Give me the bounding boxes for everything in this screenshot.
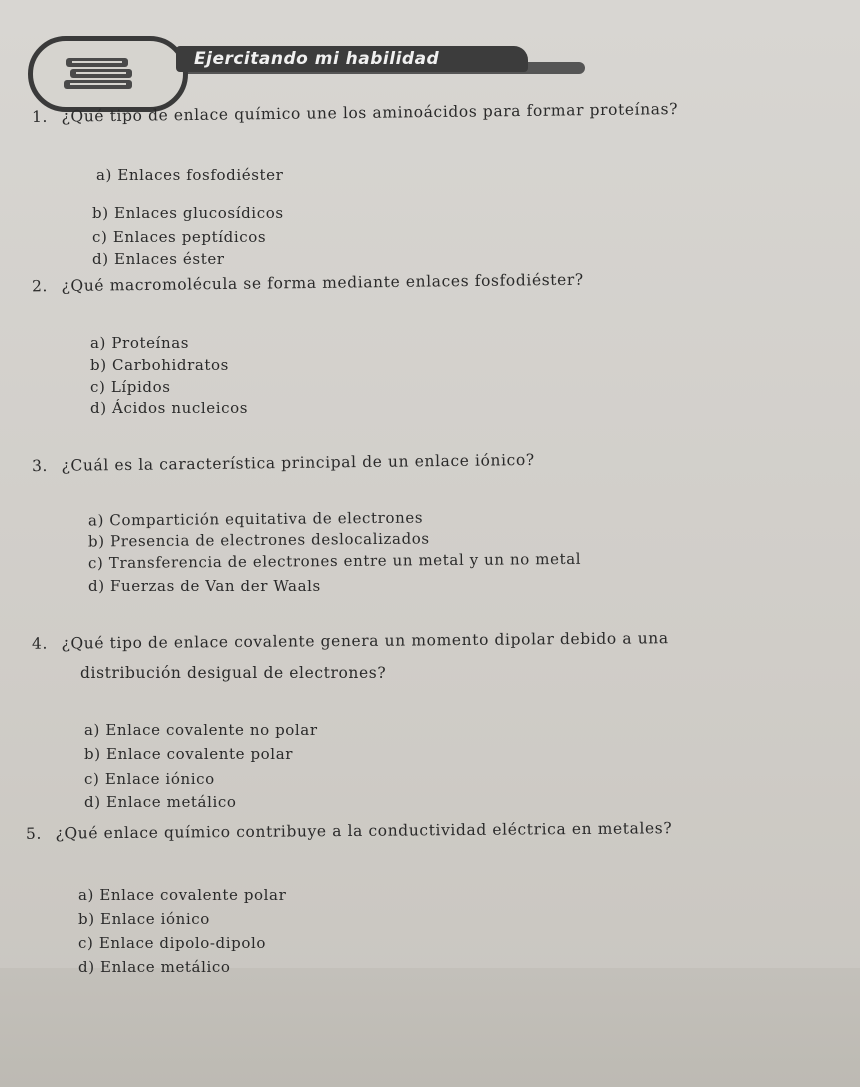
option: d) Enlace metálico [84, 793, 237, 811]
question-number: 2. [31, 277, 49, 296]
paper-edge [0, 968, 860, 1087]
question-2 [32, 271, 584, 296]
question-5 [26, 819, 672, 843]
question-4 [32, 629, 669, 653]
question-text: ¿Qué enlace químico contribuye a la conductividad eléctrica en metales? [55, 819, 673, 843]
question-number: 4. [31, 634, 49, 653]
option: b) Carbohidratos [90, 356, 229, 374]
option: d) Enlace metálico [78, 958, 231, 976]
option: c) Lípidos [90, 378, 171, 396]
option: a) Enlace covalente polar [78, 886, 287, 904]
option: b) Enlace iónico [78, 910, 210, 928]
question-text: ¿Cuál es la característica principal de un enlace iónico? [61, 450, 535, 475]
option: c) Enlaces peptídicos [92, 228, 267, 246]
option: a) Enlace covalente no polar [84, 721, 318, 739]
worksheet-title: Ejercitando mi habilidad [176, 46, 528, 72]
option: a) Proteínas [90, 334, 190, 352]
question-text: ¿Qué tipo de enlace covalente genera un momento dipolar debido a una [61, 629, 669, 653]
question-text: ¿Qué tipo de enlace químico une los aminoácidos para formar proteínas? [61, 100, 679, 126]
option: c) Transferencia de electrones entre un metal y un no metal [87, 549, 582, 573]
option: d) Fuerzas de Van der Waals [88, 577, 321, 595]
option: b) Enlaces glucosídicos [92, 204, 284, 222]
option: a) Compartición equitativa de electrones [87, 508, 424, 530]
question-text: ¿Qué macromolécula se forma mediante enlaces fosfodiéster? [61, 270, 584, 296]
option: a) Enlaces fosfodiéster [96, 166, 284, 184]
option: b) Presencia de electrones deslocalizados [87, 529, 430, 551]
option: d) Ácidos nucleicos [90, 399, 249, 417]
option: b) Enlace covalente polar [84, 745, 294, 763]
question-4-continuation: distribución desigual de electrones? [80, 664, 387, 682]
question-number: 5. [25, 824, 43, 843]
option: c) Enlace dipolo-dipolo [78, 934, 267, 952]
question-number: 1. [31, 107, 49, 126]
question-number: 3. [31, 456, 49, 476]
option: c) Enlace iónico [84, 770, 215, 788]
option: d) Enlaces éster [92, 250, 225, 268]
question-3 [32, 451, 535, 475]
book-stack-icon [62, 56, 142, 92]
